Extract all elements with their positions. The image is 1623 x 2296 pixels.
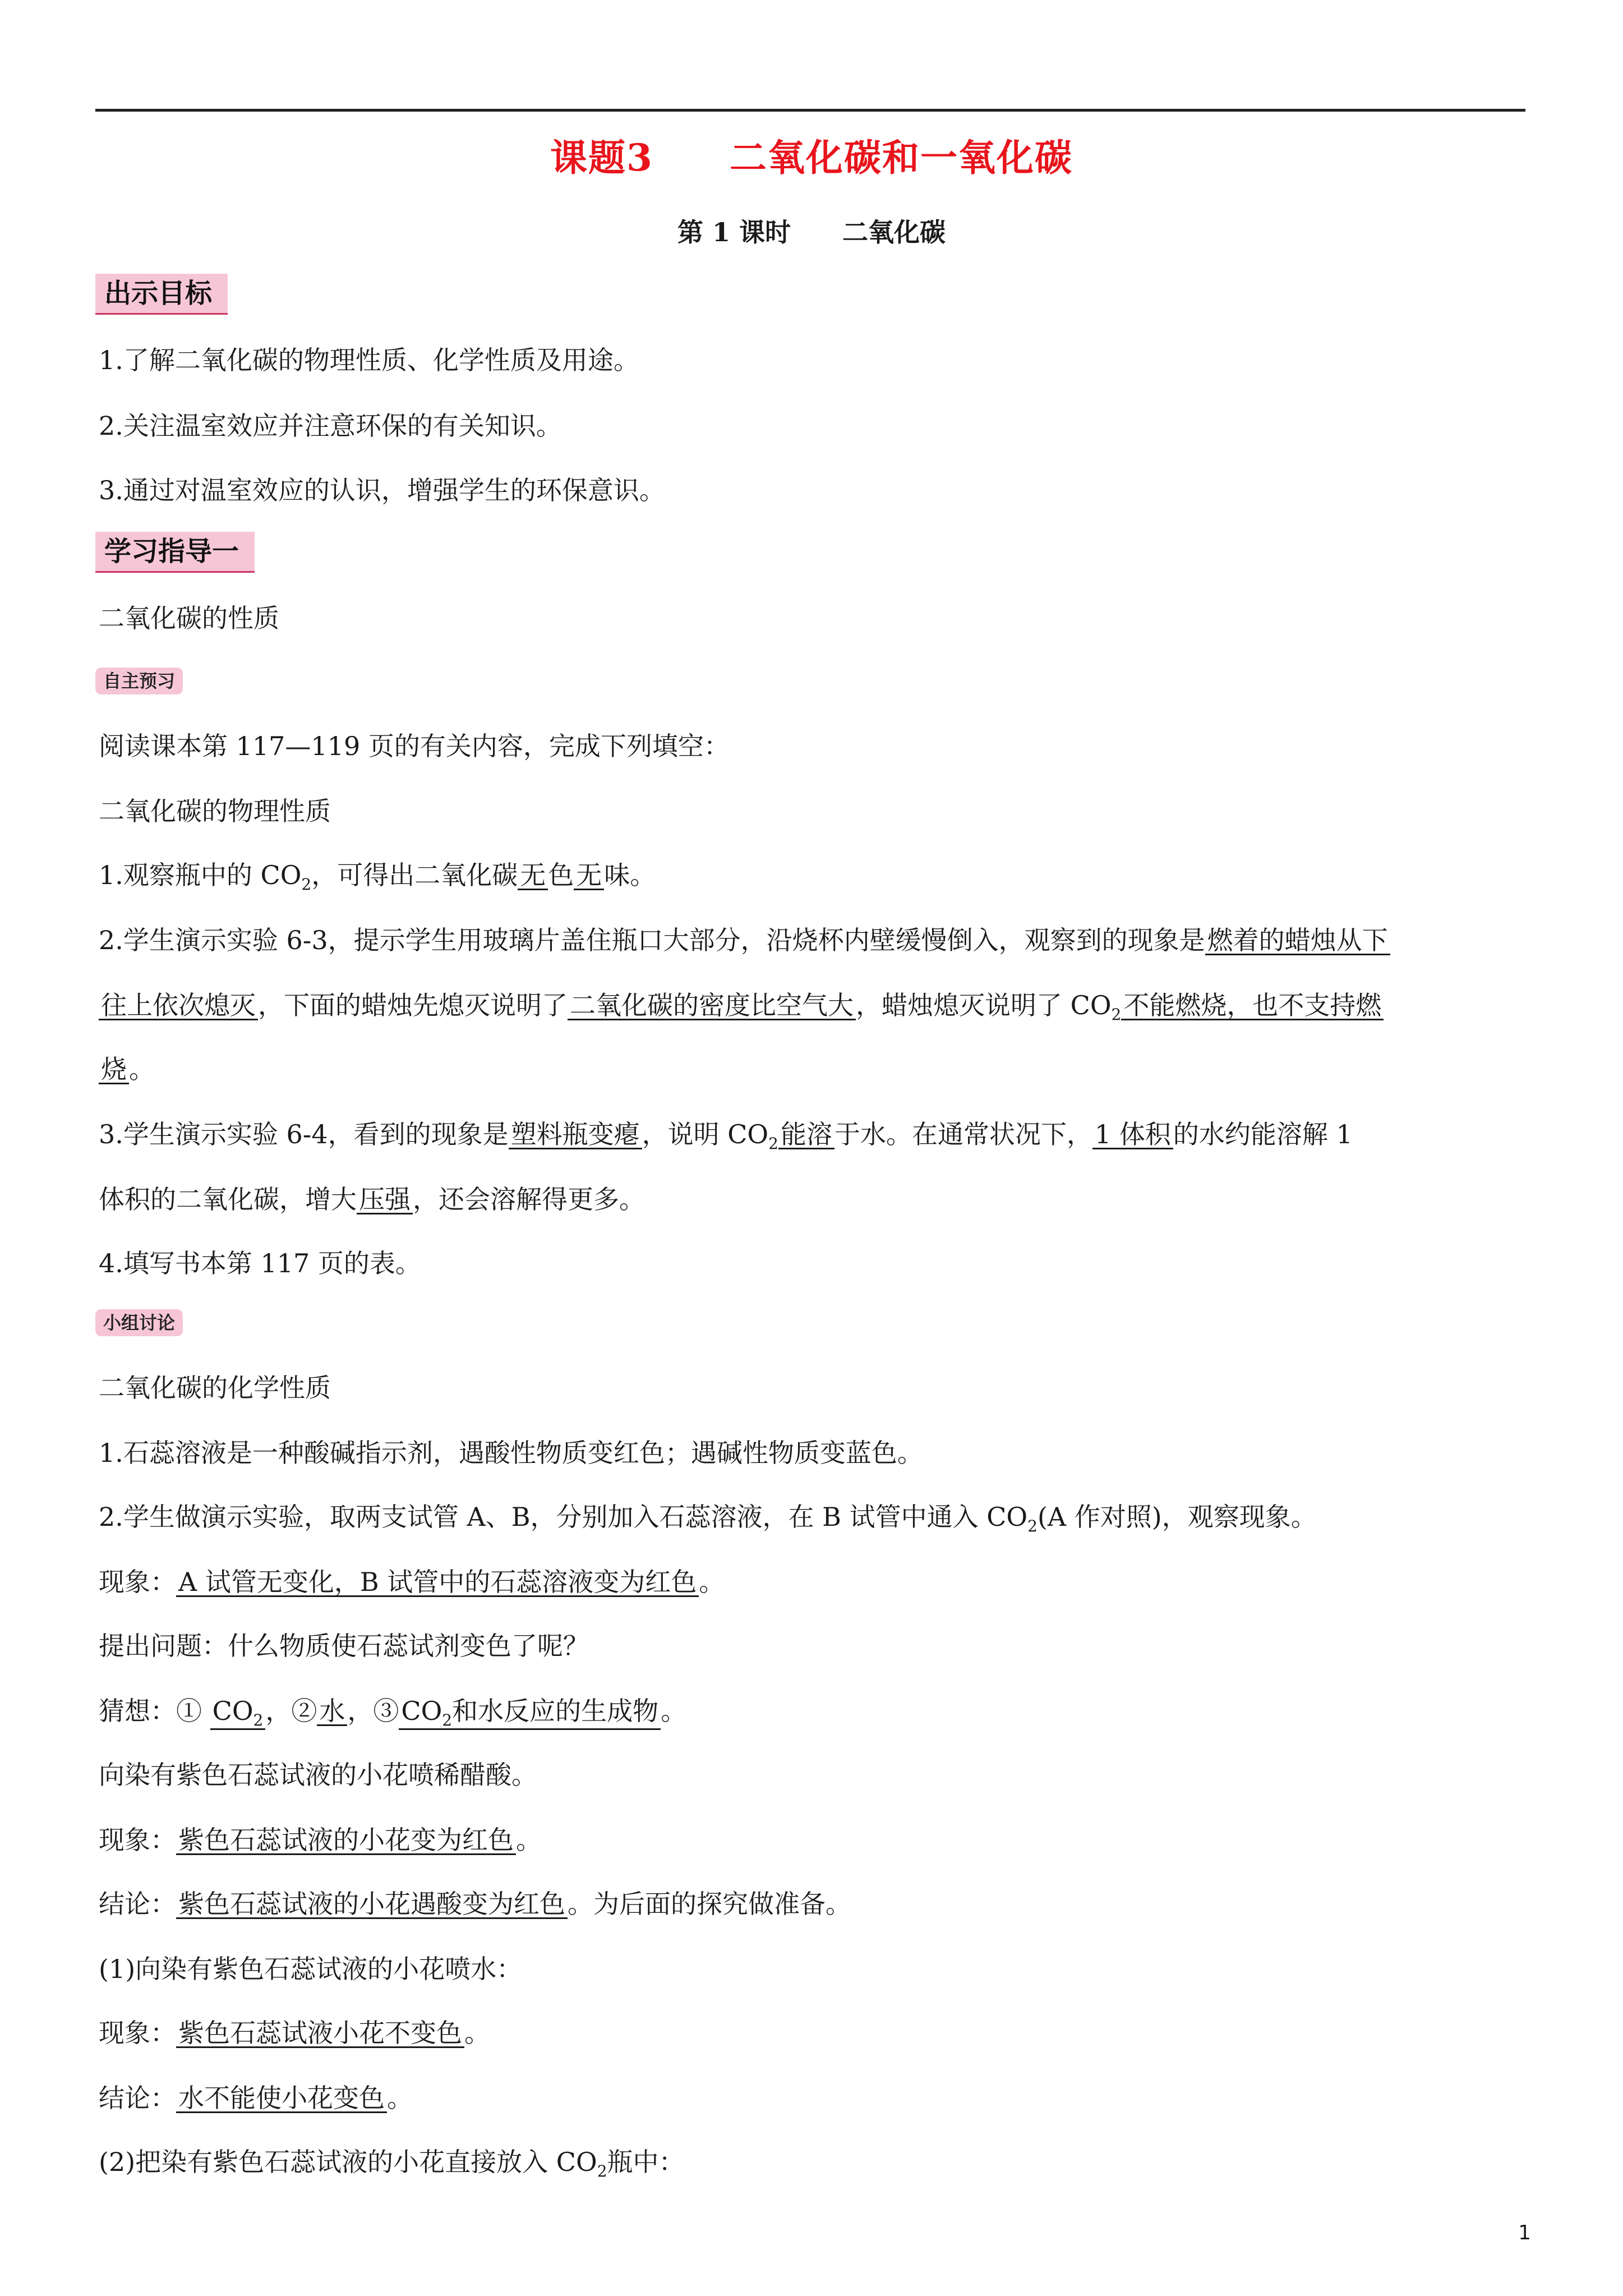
question-3-line-1: 3.学生演示实验 6-4，看到的现象是塑料瓶变瘪，说明 $CO_2$能溶于水。在通常状况下，1 体积的水约能溶解 1 bbox=[99, 1119, 1353, 1153]
header-rule bbox=[95, 109, 1525, 112]
discussion-tag: 小组讨论 bbox=[95, 1309, 183, 1336]
answer-blank: 水不能使小花变色 bbox=[176, 2085, 387, 2113]
guide-topic: 二氧化碳的性质 bbox=[99, 603, 279, 633]
phenomenon-1: 现象：A 试管无变化，B 试管中的石蕊溶液变为红色。 bbox=[99, 1567, 725, 1597]
answer-blank: $CO_2$ bbox=[210, 1697, 266, 1730]
answer-blank: 往上依次熄灭 bbox=[99, 992, 258, 1020]
page-number: 1 bbox=[1518, 2221, 1531, 2244]
experiment-water: (1)向染有紫色石蕊试液的小花喷水： bbox=[99, 1954, 523, 1984]
page-title: 课题3 二氧化碳和一氧化碳 bbox=[550, 136, 1073, 180]
phenomenon-2: 现象：紫色石蕊试液的小花变为红色。 bbox=[99, 1825, 542, 1855]
answer-blank: $CO_2$和水反应的生成物 bbox=[399, 1697, 661, 1730]
guide-heading: 学习指导一 bbox=[95, 532, 255, 573]
preview-tag: 自主预习 bbox=[95, 668, 183, 694]
conclusion-2: 结论：水不能使小花变色。 bbox=[99, 2083, 413, 2113]
chemical-heading: 二氧化碳的化学性质 bbox=[99, 1373, 331, 1403]
answer-blank: 无 bbox=[574, 862, 604, 890]
answer-blank: 1 体积 bbox=[1092, 1121, 1173, 1149]
answer-blank: A 试管无变化，B 试管中的石蕊溶液变为红色 bbox=[176, 1568, 699, 1597]
answer-blank: 无 bbox=[518, 862, 548, 890]
goal-2: 2.关注温室效应并注意环保的有关知识。 bbox=[99, 411, 562, 441]
answer-blank: 紫色石蕊试液的小花变为红色 bbox=[176, 1826, 516, 1855]
preview-intro: 阅读课本第 117—119 页的有关内容，完成下列填空： bbox=[99, 731, 730, 761]
answer-blank: 紫色石蕊试液的小花遇酸变为红色 bbox=[176, 1890, 568, 1919]
phenomenon-3: 现象：紫色石蕊试液小花不变色。 bbox=[99, 2018, 490, 2048]
answer-blank: 烧 bbox=[99, 1056, 129, 1084]
answer-blank: 紫色石蕊试液小花不变色 bbox=[176, 2019, 464, 2048]
answer-blank: 燃着的蜡烛从下 bbox=[1205, 927, 1390, 955]
experiment-co2: (2)把染有紫色石蕊试液的小花直接放入 $CO_2$瓶中： bbox=[99, 2147, 685, 2180]
physical-heading: 二氧化碳的物理性质 bbox=[99, 796, 331, 826]
answer-blank: 二氧化碳的密度比空气大 bbox=[568, 992, 856, 1020]
goal-1: 1.了解二氧化碳的物理性质、化学性质及用途。 bbox=[99, 345, 639, 375]
question-2-line-2: 往上依次熄灭，下面的蜡烛先熄灭说明了二氧化碳的密度比空气大，蜡烛熄灭说明了 $CO_2$不能燃烧，也不支持燃 bbox=[99, 985, 1384, 1024]
question-3-line-2: 体积的二氧化碳，增大压强，还会溶解得更多。 bbox=[99, 1184, 645, 1214]
answer-blank: 水 bbox=[317, 1697, 347, 1726]
answer-blank: 能溶 bbox=[778, 1121, 834, 1149]
answer-blank: 不能燃烧，也不支持燃 bbox=[1121, 992, 1384, 1020]
question-prompt: 提出问题：什么物质使石蕊试剂变色了呢？ bbox=[99, 1631, 589, 1661]
conclusion-1: 结论：紫色石蕊试液的小花遇酸变为红色。为后面的探究做准备。 bbox=[99, 1889, 851, 1919]
question-2-line-1: 2.学生演示实验 6-3，提示学生用玻璃片盖住瓶口大部分，沿烧杯内壁缓慢倒入，观察到的现象是燃着的蜡烛从下 bbox=[99, 920, 1390, 957]
question-4: 4.填写书本第 117 页的表。 bbox=[99, 1248, 421, 1278]
page-subtitle: 第 1 课时 二氧化碳 bbox=[677, 217, 946, 247]
discussion-line-1: 1.石蕊溶液是一种酸碱指示剂，遇酸性物质变红色；遇碱性物质变蓝色。 bbox=[99, 1438, 923, 1468]
answer-blank: 塑料瓶变瘪 bbox=[509, 1121, 642, 1149]
goals-heading: 出示目标 bbox=[95, 274, 228, 315]
hypothesis: 猜想：① $CO_2$，②水，$③CO_2$和水反应的生成物。 bbox=[99, 1696, 687, 1729]
experiment-vinegar: 向染有紫色石蕊试液的小花喷稀醋酸。 bbox=[99, 1760, 537, 1790]
goal-3: 3.通过对温室效应的认识，增强学生的环保意识。 bbox=[99, 475, 665, 505]
question-1: 1.观察瓶中的 $CO_2$，可得出二氧化碳无色无味。 bbox=[99, 860, 656, 894]
question-2-line-3: 烧。 bbox=[99, 1049, 155, 1086]
answer-blank: 压强 bbox=[357, 1186, 413, 1214]
discussion-line-2: 2.学生做演示实验，取两支试管 A、B，分别加入石蕊溶液，在 B 试管中通入 $CO_2(A$ 作对照)，观察现象。 bbox=[99, 1502, 1317, 1535]
